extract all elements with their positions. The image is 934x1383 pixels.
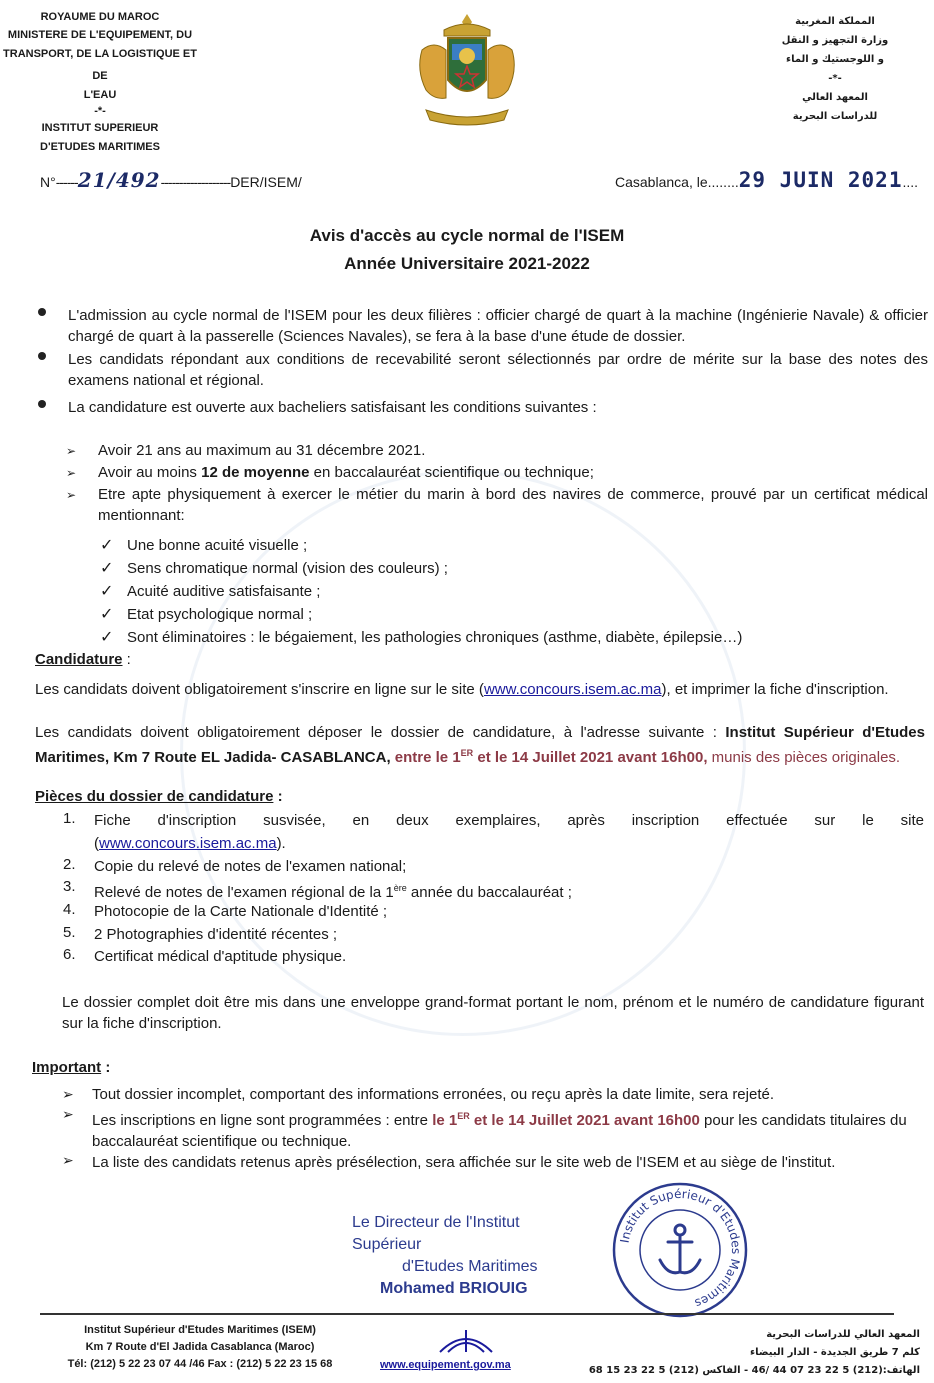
piece-item: Certificat médical d'aptitude physique. — [94, 948, 347, 965]
condition-bold: 12 de moyenne — [201, 464, 310, 481]
registration-link[interactable]: www.concours.isem.ac.ma — [99, 835, 277, 852]
important-dates: le 1 — [432, 1112, 458, 1129]
ministry-logo — [436, 1322, 496, 1356]
header-left-line: TRANSPORT, DE LA LOGISTIQUE ET DE — [3, 48, 197, 82]
checkmark-icon: ✓ — [100, 606, 114, 623]
check-item: Sont éliminatoires : le bégaiement, les pathologies chroniques (asthme, diabète, épilepsie…) — [127, 629, 743, 646]
footer-line: كلم 7 طريق الجديدة - الدار البيضاء — [750, 1347, 920, 1358]
candidature-text: ), et imprimer la fiche d'inscription. — [661, 681, 889, 698]
condition-item: Etre apte physiquement à exercer le métier du marin à bord des navires de commerce, prouvé par un certificat médical mentionnant: — [98, 486, 928, 524]
piece-text: Relevé de notes de l'examen régional de la 1 — [94, 884, 394, 901]
footer-line: الهاتف:(212) 5 22 23 07 44 /46 - الفاكس (212) 5 22 23 15 68 — [588, 1365, 920, 1376]
header-right-line: للدراسات البحرية — [792, 111, 878, 122]
footer-right — [560, 1326, 920, 1380]
dossier-note: Le dossier complet doit être mis dans une enveloppe grand-format portant le nom, prénom et le numéro de candidature figurant sur la fiche d'inscription. — [62, 994, 924, 1032]
check-item: Une bonne acuité visuelle ; — [127, 537, 308, 554]
checkmark-icon: ✓ — [100, 629, 114, 646]
candidature-address: Institut Supérieur d'Etudes Maritimes, Km 7 Route EL Jadida- CASABLANCA, — [35, 724, 925, 766]
date-stamp: 29 JUIN 2021 — [738, 168, 903, 192]
anchor-icon — [660, 1225, 700, 1273]
seal-text: Institut Supérieur d'Etudes Maritimes — [617, 1186, 744, 1311]
reference-line: N°------21/492-------------------DER/ISEM/ — [40, 168, 302, 192]
header-left-line: INSTITUT SUPERIEUR — [41, 122, 159, 134]
important-heading — [32, 1059, 110, 1076]
checkmark-icon: ✓ — [100, 537, 114, 554]
bullet-dot — [38, 400, 46, 408]
list-number: 6. — [63, 946, 76, 963]
important-dates: et le 14 Juillet 2021 avant 16h00 — [469, 1112, 700, 1129]
institute-seal — [610, 1180, 750, 1320]
bullet-item: Les candidats répondant aux conditions de recevabilité seront sélectionnés par ordre de mérite sur la base des notes des examens national et régional. — [68, 351, 928, 389]
date-prefix: Casablanca, le — [615, 174, 708, 190]
arrow-icon: ➢ — [62, 1086, 74, 1102]
candidature-text: Les candidats doivent obligatoirement s'inscrire en ligne sur le site ( — [35, 681, 484, 698]
piece-item: Fiche d'inscription susvisée, en deux exemplaires, après inscription effectuée sur le site — [94, 812, 924, 829]
important-heading-text: Important — [32, 1059, 102, 1076]
footer-divider — [40, 1313, 894, 1315]
arrow-icon: ➢ — [66, 466, 77, 480]
condition-text: Avoir au moins — [98, 464, 202, 481]
header-right-line: المعهد العالي — [802, 92, 868, 103]
candidature-text: Les candidats doivent obligatoirement déposer le dossier de candidature, à l'adresse suivante : — [35, 724, 726, 741]
piece-sup: ère — [393, 883, 407, 893]
candidature-heading-text: Candidature — [35, 651, 123, 668]
pieces-heading-colon: : — [273, 788, 283, 805]
ministry-website-link[interactable]: www.equipement.gov.ma — [380, 1359, 511, 1371]
important-text: Les inscriptions en ligne sont programmées : entre — [92, 1112, 433, 1129]
candidature-paragraph — [35, 679, 925, 700]
list-number: 1. — [63, 810, 76, 827]
registration-link[interactable]: www.concours.isem.ac.ma — [483, 681, 662, 698]
check-item: Acuité auditive satisfaisante ; — [127, 583, 321, 600]
piece-text: année du baccalauréat ; — [406, 884, 572, 901]
important-sup: ER — [457, 1111, 470, 1121]
reference-number: 21/492 — [77, 168, 161, 192]
director-signature — [352, 1212, 592, 1300]
coat-of-arms-emblem — [412, 10, 522, 130]
piece-text: ). — [276, 835, 286, 852]
arrow-icon: ➢ — [66, 488, 77, 502]
piece-item — [94, 878, 572, 903]
header-left-line: MINISTERE DE L'EQUIPEMENT, DU — [7, 29, 193, 41]
signature-line: d'Etudes Maritimes — [402, 1258, 538, 1275]
check-item: Sens chromatique normal (vision des couleurs) ; — [127, 560, 448, 577]
important-item — [92, 1106, 924, 1152]
important-heading-colon: : — [101, 1059, 111, 1076]
signature-line: Le Directeur de l'Institut Supérieur — [352, 1214, 520, 1253]
date-line: Casablanca, le........29 JUIN 2021.... — [615, 168, 919, 192]
header-right-line: و اللوجستيك و الماء — [785, 54, 885, 65]
bullet-dot — [38, 308, 46, 316]
bullet-item: La candidature est ouverte aux bacheliers satisfaisant les conditions suivantes : — [68, 399, 597, 416]
arrow-icon: ➢ — [62, 1152, 74, 1168]
check-item: Etat psychologique normal ; — [127, 606, 313, 623]
candidature-dates: et le 14 Juillet 2021 avant 16h00, — [473, 749, 708, 766]
condition-item — [98, 462, 928, 483]
piece-item: 2 Photographies d'identité récentes ; — [94, 926, 338, 943]
header-left-line: L'EAU — [83, 89, 117, 101]
important-item: La liste des candidats retenus après présélection, sera affichée sur le site web de l'ISEM et au siège de l'institut. — [92, 1154, 836, 1171]
checkmark-icon: ✓ — [100, 583, 114, 600]
candidature-dates: entre le 1 — [390, 749, 461, 766]
header-left-line: D'ETUDES MARITIMES — [40, 141, 160, 153]
candidature-paragraph — [35, 722, 925, 768]
header-left — [0, 8, 200, 157]
candidature-originals: munis des pièces originales. — [707, 749, 901, 766]
reference-prefix: N° — [40, 174, 56, 190]
pieces-heading-text: Pièces du dossier de candidature — [35, 788, 274, 805]
header-right-line: المملكة المغربية — [795, 16, 875, 27]
arrow-icon: ➢ — [66, 444, 77, 458]
important-text: pour les candidats titulaires du baccalauréat scientifique ou technique. — [92, 1112, 907, 1150]
piece-item: Photocopie de la Carte Nationale d'Identité ; — [94, 903, 388, 920]
list-number: 4. — [63, 901, 76, 918]
footer-line: Tél: (212) 5 22 23 07 44 /46 Fax : (212) 5 22 23 15 68 — [67, 1358, 333, 1370]
page-subtitle: Année Universitaire 2021-2022 — [344, 254, 590, 273]
list-number: 5. — [63, 924, 76, 941]
reference-suffix: DER/ISEM/ — [230, 174, 302, 190]
candidature-heading — [35, 651, 131, 668]
piece-item: Copie du relevé de notes de l'examen national; — [94, 858, 407, 875]
footer-line: Institut Supérieur d'Etudes Maritimes (ISEM) — [84, 1324, 316, 1336]
header-right-sep: -*- — [828, 73, 842, 84]
checkmark-icon: ✓ — [100, 560, 114, 577]
pieces-heading — [35, 788, 283, 805]
condition-text: en baccalauréat scientifique ou technique; — [309, 464, 594, 481]
page-title: Avis d'accès au cycle normal de l'ISEM — [309, 226, 625, 245]
header-left-line: ROYAUME DU MAROC — [40, 11, 160, 23]
list-number: 3. — [63, 878, 76, 895]
list-number: 2. — [63, 856, 76, 873]
bullet-item: L'admission au cycle normal de l'ISEM pour les deux filières : officier chargé de quart à la machine (Ingénierie Navale) & officier chargé de quart à la passerelle (Sciences Navales), se fera à la base d'une étude de dossier. — [68, 307, 928, 345]
arrow-icon: ➢ — [62, 1106, 74, 1122]
footer-line: Km 7 Route d'El Jadida Casablanca (Maroc) — [85, 1341, 315, 1353]
header-right — [760, 12, 910, 126]
signature-name: Mohamed BRIOUIG — [380, 1280, 528, 1297]
condition-item: Avoir 21 ans au maximum au 31 décembre 2021. — [98, 442, 426, 459]
candidature-sup: ER — [460, 748, 474, 758]
header-right-line: وزارة التجهيز و النقل — [781, 35, 889, 46]
bullet-dot — [38, 352, 46, 360]
important-item: Tout dossier incomplet, comportant des informations erronées, ou reçu après la date limite, sera rejeté. — [92, 1086, 775, 1103]
footer-line: المعهد العالي للدراسات البحرية — [766, 1329, 920, 1340]
header-left-sep: -*- — [94, 105, 106, 117]
piece-item-cont: (www.concours.isem.ac.ma). — [94, 835, 286, 852]
candidature-heading-colon: : — [122, 651, 131, 668]
footer-left — [30, 1322, 370, 1373]
